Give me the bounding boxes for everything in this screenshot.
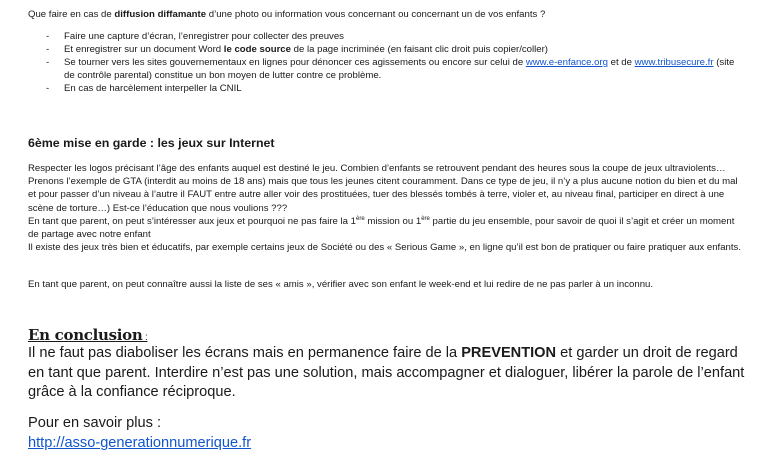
list-item-text: (site de contrôle parental) constitue un bon moyen de lutter contre ce problème. [64, 57, 735, 81]
conclusion-heading-text: En conclusion [28, 326, 143, 344]
games-paragraph [28, 162, 744, 254]
conclusion-text-part: Il ne faut pas diaboliser les écrans mais en permanence faire de la [28, 345, 462, 361]
intro-text-before: Que faire en cas de [28, 9, 115, 20]
e-enfance-link[interactable]: www.e-enfance.org [525, 57, 608, 68]
superscript: ère [356, 215, 365, 222]
friends-paragraph: En tant que parent, on peut connaître aussi la liste de ses « amis », vérifier avec son enfant le week-end et lui redire de ne pas parler à un inconnu. [28, 279, 654, 290]
intro-bold-text: diffusion diffamante [114, 9, 207, 20]
tribusecure-link[interactable]: www.tribusecure.fr [634, 57, 714, 68]
conclusion-text [28, 344, 748, 403]
list-item-text: Se tourner vers les sites gouvernementaux en lignes pour dénoncer ces agissements ou encore sur celui de [64, 57, 526, 68]
games-para3: Il existe des jeux très bien et éducatifs, par exemple certains jeux de Société ou des « Serious Game », en ligne qu’il est bon de pratiquer ou faire pratiquer aux enfants. [28, 242, 742, 254]
list-item-text: et de [607, 57, 635, 68]
games-para1: Respecter les logos précisant l’âge des enfants auquel est destiné le jeu. Combien d’enfants se retrouvent pendant des heures sous la coupe de jeux ultraviolents… Prenons l’exemple de GTA (interdit au moins de 18 ans) mais que tous les jeunes citent couramment. Dans ce type de jeu, il n’y a plus aucune notion du bien et du mal et pour passer d’un niveau à l’autre il FAUT entre autre aller voir des prostituées, tuer des blessés tombés à terre, violer et, au niveau final, participer en direct à une scène de torture…) Est-ce l’éducation que nous voulions ??? [28, 163, 738, 214]
games-para2: En tant que parent, on peut s’intéresser aux jeux et pourquoi ne pas faire la 1 [28, 215, 357, 227]
list-item [28, 82, 744, 95]
list-item-text: Et enregistrer sur un document Word [64, 44, 224, 55]
list-item [28, 43, 744, 56]
intro-text-after: d’une photo ou information vous concernant ou concernant un de vos enfants ? [206, 9, 546, 20]
list-item-text: En cas de harcèlement interpeller la CNIL [64, 83, 242, 94]
intro-question [28, 8, 744, 21]
section-heading: 6ème mise en garde : les jeux sur Internet [28, 136, 275, 150]
list-item-bold: le code source [223, 44, 291, 55]
list-item [28, 56, 744, 82]
generation-numerique-link[interactable]: http://asso-generationnumerique.fr [28, 435, 252, 451]
conclusion-text-part: et garder un droit de regard en tant que parent. Interdire n’est pas une solution, mais accompagner et dialoguer, libérer la parole de l’enfant grâce à la confiance réciproque. [28, 345, 745, 401]
list-item-text: Faire une capture d’écran, l’enregistrer pour collecter des preuves [64, 31, 344, 42]
games-para2: partie du jeu ensemble, pour savoir de quoi il s’agit et créer un moment de partage avec notre enfant [28, 215, 735, 241]
advice-list [28, 30, 744, 95]
list-item-text: de la page incriminée (en faisant clic droit puis copier/coller) [290, 44, 549, 55]
conclusion-heading [28, 326, 147, 344]
conclusion-colon: : [142, 332, 148, 343]
more-info-label: Pour en savoir plus : [28, 415, 162, 431]
superscript: ère [421, 215, 430, 222]
more-info-link-line [28, 434, 748, 454]
games-para2: mission ou 1 [364, 215, 422, 227]
list-item [28, 30, 744, 43]
prevention-bold: PREVENTION [461, 345, 557, 361]
